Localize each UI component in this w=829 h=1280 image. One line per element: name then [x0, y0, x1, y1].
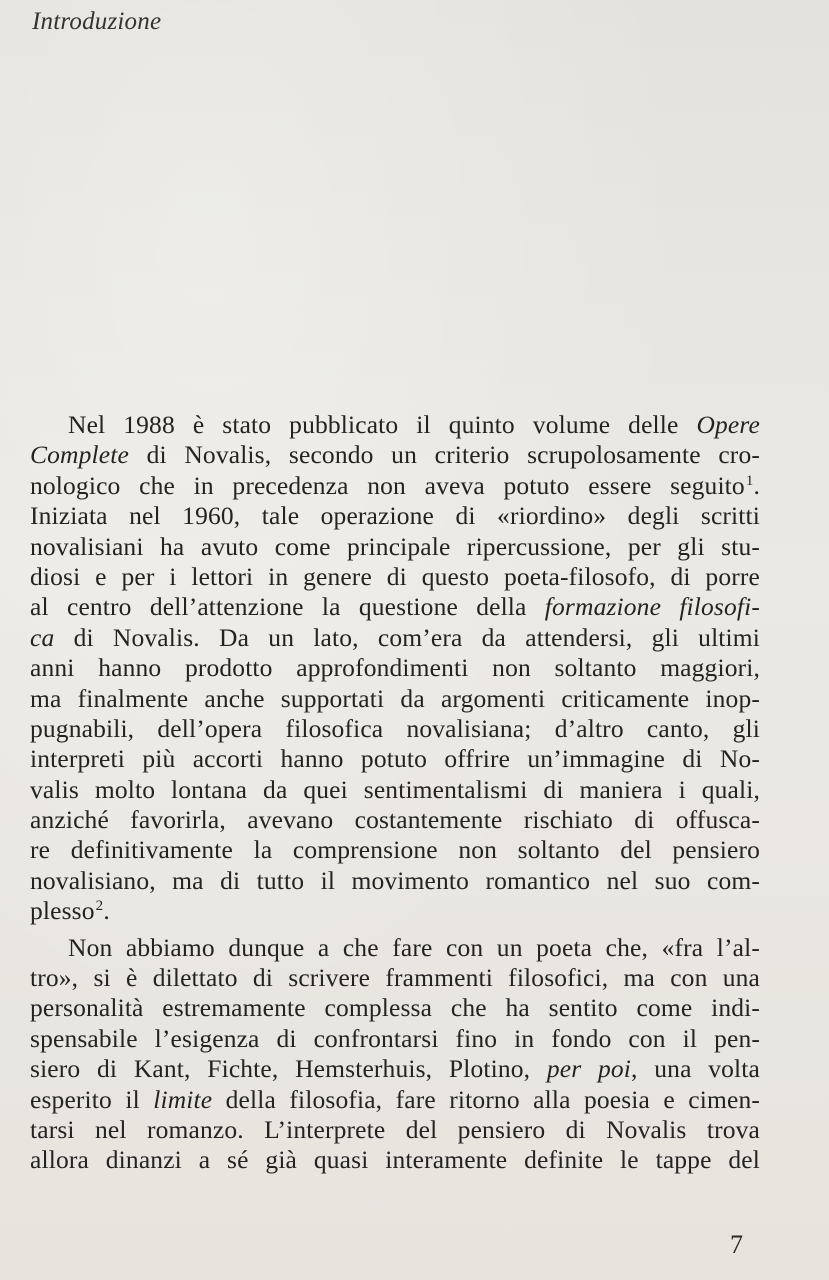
text-line: anziché favorirla, avevano costantemente rischiato di offusca- — [30, 805, 760, 835]
text-line — [30, 410, 760, 440]
text-line: novalisiano, ma di tutto il movimento romantico nel suo com- — [30, 865, 760, 895]
text-line — [30, 896, 760, 926]
text-run: al centro dell’attenzione la questione della — [30, 592, 545, 622]
text-line: re definitivamente la comprensione non soltanto del pensiero — [30, 835, 760, 865]
text-line: novalisiani ha avuto come principale ripercussione, per gli stu- — [30, 531, 760, 561]
text-line: Iniziata nel 1960, tale operazione di «riordino» degli scritti — [30, 501, 760, 531]
text-run: di Novalis. Da un lato, com’era da attendersi, gli ultimi — [54, 622, 760, 652]
italic-run: Opere — [696, 410, 760, 439]
text-line — [30, 1085, 760, 1115]
text-line: Non abbiamo dunque a che fare con un poeta che, «fra l’al- — [68, 932, 760, 962]
text-run: . — [753, 470, 760, 500]
text-line — [30, 1054, 760, 1084]
text-run: , una volta — [631, 1054, 760, 1084]
page-number: 7 — [730, 1230, 743, 1259]
italic-run: Complete — [30, 440, 129, 470]
text-line: ma finalmente anche supportati da argomenti criticamente inop- — [30, 683, 760, 713]
text-line: anni hanno prodotto approfondimenti non soltanto maggiori, — [30, 653, 760, 683]
text-run: . — [103, 896, 110, 926]
body-text — [30, 410, 760, 1176]
footnote-ref: 1 — [745, 472, 754, 489]
text-line — [30, 440, 760, 470]
running-head: Introduzione — [32, 8, 162, 35]
italic-run: ca — [30, 622, 55, 652]
text-line: personalità estremamente complessa che ha sentito come indi- — [30, 993, 760, 1023]
text-line: tarsi nel romanzo. L’interprete del pensiero di Novalis trova — [30, 1114, 760, 1144]
text-line: allora dinanzi a sé già quasi interamente definite le tappe del — [30, 1145, 760, 1175]
text-run: nologico che in precedenza non aveva potuto essere seguito — [30, 470, 745, 500]
text-line — [30, 592, 760, 622]
italic-run: per poi — [546, 1054, 632, 1084]
italic-run: limite — [153, 1084, 213, 1114]
text-run: della filosofia, fare ritorno alla poesia e cimen- — [212, 1084, 760, 1114]
text-line — [30, 623, 760, 653]
text-run: esperito il — [30, 1084, 154, 1114]
text-run: plesso — [30, 896, 95, 926]
text-line: pugnabili, dell’opera filosofica novalisiana; d’altro canto, gli — [30, 713, 760, 743]
text-line — [30, 471, 760, 501]
footnote-ref: 2 — [95, 898, 104, 915]
text-run: Nel 1988 è stato pubblicato il quinto volume delle — [68, 410, 697, 439]
text-line: diosi e per i lettori in genere di questo poeta-filosofo, di porre — [30, 561, 760, 591]
text-line: tro», si è dilettato di scrivere frammenti filosofici, ma con una — [30, 963, 760, 993]
text-line: valis molto lontana da quei sentimentalismi di maniera i quali, — [30, 774, 760, 804]
italic-run: formazione filosofi- — [544, 592, 761, 622]
text-line: spensabile l’esigenza di confrontarsi fino in fondo con il pen- — [30, 1023, 760, 1053]
text-line: interpreti più accorti hanno potuto offrire un’immagine di No- — [30, 744, 760, 774]
text-run: siero di Kant, Fichte, Hemsterhuis, Plotino, — [30, 1054, 547, 1084]
text-run: di Novalis, secondo un criterio scrupolosamente cro- — [128, 440, 760, 470]
